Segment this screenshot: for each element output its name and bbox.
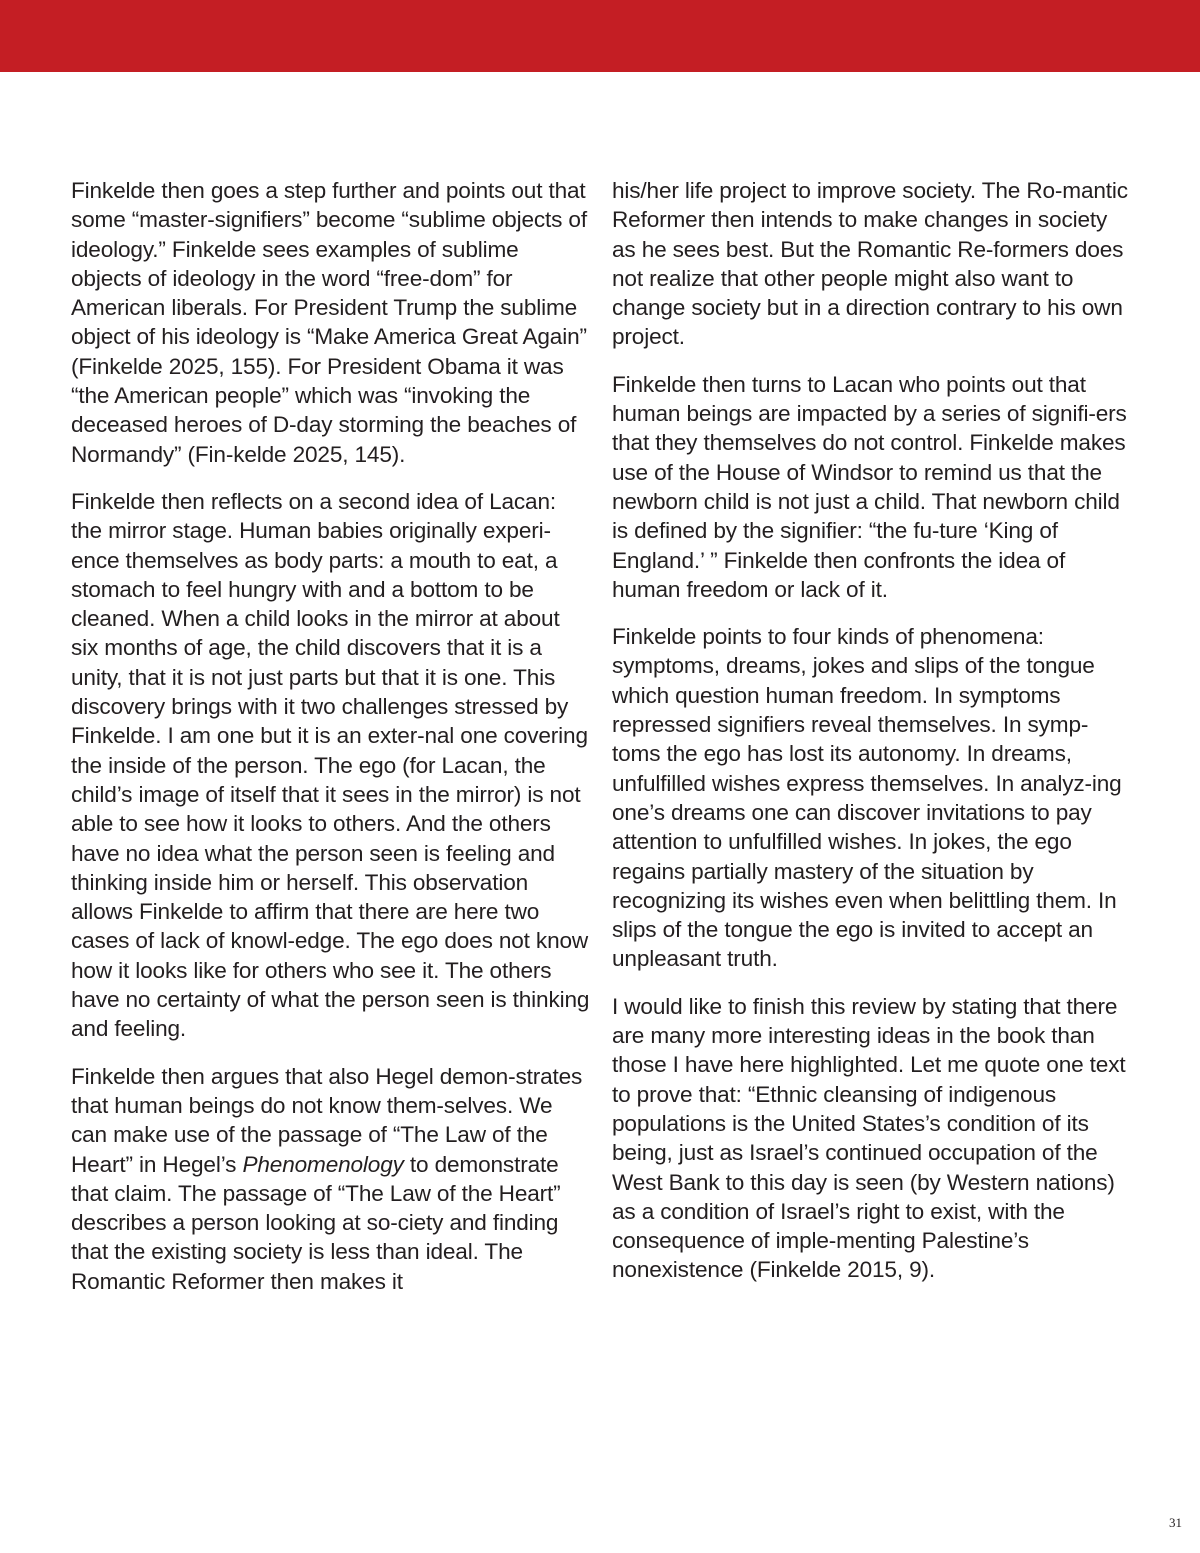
- paragraph-conclusion: I would like to finish this review by stating that there are many more interesting ideas in the book than those I have here highlighted. Let me quote one text to prove that: “Ethnic cleansing of indigenous populations is the United States’s condition of its being, just as Israel’s continued occupation of the West Bank to this day is seen (by Western nations) as a condition of Israel’s right to exist, with the consequence of imple-menting Palestine’s nonexistence (Finkelde 2015, 9).: [612, 993, 1126, 1283]
- paragraph-text: Finkelde then argues that also Hegel demon-strates that human beings do not know them-selves. We can make use of the passage of “The Law of the Heart” in Hegel’s: [71, 1063, 583, 1177]
- italic-title: Phenomenology: [242, 1151, 404, 1177]
- paragraph-house-of-windsor: Finkelde then turns to Lacan who points out that human beings are impacted by a series of signifi-ers that they themselves do not control. Finkelde makes use of the House of Windsor to remind us that the newborn child is not just a child. That newborn child is defined by the signifier: “the fu-ture ‘King of England.’ ” Finkelde then confronts the idea of human freedom or lack of it.: [612, 371, 1127, 602]
- right-column: [612, 176, 1132, 1303]
- page-number: 31: [1169, 1515, 1182, 1530]
- left-column: [71, 176, 591, 1314]
- paragraph-mirror-stage: Finkelde then reflects on a second idea of Lacan: the mirror stage. Human babies originally experi-ence themselves as body parts: a mouth to eat, a stomach to feel hungry with and a bottom to be cleaned. When a child looks in the mirror at about six months of age, the child discovers that it is a unity, that it is not just parts but that it is one. This discovery brings with it two challenges stressed by Finkelde. I am one but it is an exter-nal one covering the inside of the person. The ego (for Lacan, the child’s image of itself that it sees in the mirror) is not able to see how it looks to others. And the others have no idea what the person seen is feeling and thinking inside him or herself. This observation allows Finkelde to affirm that there are here two cases of lack of knowl-edge. The ego does not know how it looks like for others who see it. The others have no certainty of what the person seen is thinking and feeling.: [71, 488, 590, 1042]
- paragraph-romantic-reformer: his/her life project to improve society. The Ro-mantic Reformer then intends to make changes in society as he sees best. But the Romantic Re-formers does not realize that other people might also want to change society but in a direction contrary to his own project.: [612, 178, 1128, 350]
- header-bar: [0, 0, 1200, 72]
- paragraph-four-phenomena: Finkelde points to four kinds of phenomena: symptoms, dreams, jokes and slips of the tongue which question human freedom. In symptoms repressed signifiers reveal themselves. In symp-toms the ego has lost its autonomy. In dreams, unfulfilled wishes express themselves. In analyz-ing one’s dreams one can discover invitations to pay attention to unfulfilled wishes. In jokes, the ego regains partially mastery of the situation by recognizing its wishes even when belittling them. In slips of the tongue the ego is invited to accept an unpleasant truth.: [612, 624, 1122, 972]
- paragraph-master-signifiers: Finkelde then goes a step further and points out that some “master-signifiers” become “sublime objects of ideology.” Finkelde sees examples of sublime objects of ideology in the word “free-dom” for American liberals. For President Trump the sublime object of his ideology is “Make America Great Again” (Finkelde 2025, 155). For President Obama it was “the American people” which was “invoking the deceased heroes of D-day storming the beaches of Normandy” (Fin-kelde 2025, 145).: [71, 178, 587, 467]
- paragraph-text: to demonstrate that claim. The passage of “The Law of the Heart” describes a person looking at so-ciety and finding that the existing society is less than ideal. The Romantic Reformer then makes it: [71, 1151, 561, 1294]
- paragraph-hegel-law-of-heart: [71, 1062, 591, 1296]
